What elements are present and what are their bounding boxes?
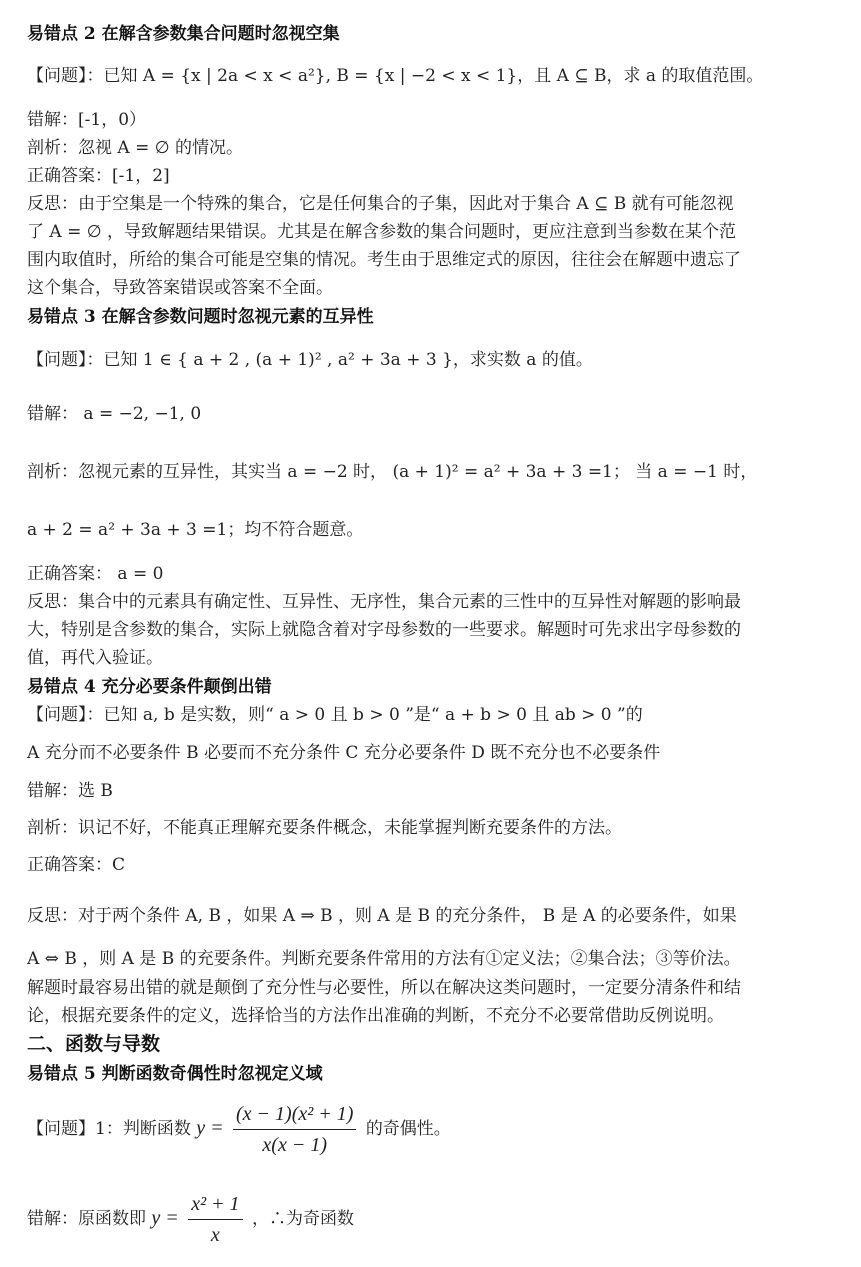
section-5-title: 易错点 5 判断函数奇偶性时忽视定义域 [27,1064,323,1084]
section-3-reflection-line-2: 大，特别是含参数的集合，实际上就隐含着对字母参数的一些要求。解题时可先求出字母参数的 [27,620,741,640]
fraction-numerator: (x − 1)(x² + 1) [233,1100,356,1130]
section-3-analysis-line-1: 剖析：忽视元素的互异性，其实当 a = −2 时， (a + 1)² = a² + 3a + 3 =1； 当 a = −1 时， [27,462,758,482]
section-3-reflection-line-3: 值，再代入验证。 [27,648,163,668]
section-5-wrong-y: y = [151,1207,179,1229]
section-2-reflection-line-1: 反思：由于空集是一个特殊的集合，它是任何集合的子集，因此对于集合 A ⊆ B 就有可能忽视 [27,194,734,214]
section-5-problem-y: y = [196,1117,224,1139]
section-3-title: 易错点 3 在解含参数问题时忽视元素的互异性 [27,307,374,327]
section-5-wrong-fraction [188,1190,242,1249]
section-3-problem: 【问题】：已知 1 ∈ { a + 2 , (a + 1)² , a² + 3a + 3 }，求实数 a 的值。 [27,350,593,370]
section-5-problem [27,1100,451,1159]
section-4-analysis: 剖析：识记不好，不能真正理解充要条件概念，未能掌握判断充要条件的方法。 [27,818,622,838]
section-4-wrong-answer: 错解：选 B [27,781,113,801]
section-3-wrong-answer: 错解： a = −2, −1, 0 [27,404,202,424]
section-2-problem: 【问题】：已知 A = {x | 2a < x < a²}, B = {x | −2 < x < 1}，且 A ⊆ B，求 a 的取值范围。 [27,66,764,86]
section-4-reflection-line-1: 反思：对于两个条件 A, B ，如果 A ⇒ B ，则 A 是 B 的充分条件， B 是 A 的必要条件，如果 [27,906,737,926]
section-2-title: 易错点 2 在解含参数集合问题时忽视空集 [27,24,340,44]
section-4-options: A 充分而不必要条件 B 必要而不充分条件 C 充分必要条件 D 既不充分也不必要条件 [27,743,661,763]
section-5-wrong-answer [27,1190,354,1249]
section-3-reflection-line-1: 反思：集合中的元素具有确定性、互异性、无序性，集合元素的三性中的互异性对解题的影响最 [27,592,741,612]
fraction-numerator: x² + 1 [188,1190,242,1220]
section-2-reflection-line-2: 了 A = ∅ ，导致解题结果错误。尤其是在解含参数的集合问题时，更应注意到当参数在某个范 [27,222,736,242]
section-2-reflection-line-4: 这个集合，导致答案错误或答案不全面。 [27,278,333,298]
section-2-wrong-answer: 错解：[-1，0） [27,110,147,130]
section-4-reflection-line-4: 论，根据充要条件的定义，选择恰当的方法作出准确的判断，不充分不必要常借助反例说明。 [27,1006,724,1026]
section-3-analysis-line-2: a + 2 = a² + 3a + 3 =1；均不符合题意。 [27,520,364,540]
section-5-wrong-prefix: 错解：原函数即 [27,1209,146,1229]
section-2-analysis: 剖析：忽视 A = ∅ 的情况。 [27,138,243,158]
section-2-reflection-line-3: 围内取值时，所给的集合可能是空集的情况。考生由于思维定式的原因，往往会在解题中遗忘了 [27,250,741,270]
section-2-correct-answer: 正确答案：[-1，2] [27,166,170,186]
section-4-title: 易错点 4 充分必要条件颠倒出错 [27,677,272,697]
section-4-problem: 【问题】：已知 a, b 是实数，则“ a > 0 且 b > 0 ”是“ a + b > 0 且 ab > 0 ”的 [27,705,643,725]
section-5-wrong-suffix: ，∴为奇函数 [251,1209,354,1229]
section-4-reflection-line-2: A ⇔ B ，则 A 是 B 的充要条件。判断充要条件常用的方法有①定义法；②集合法；③等价法。 [27,949,741,969]
section-5-problem-fraction [233,1100,356,1159]
fraction-denominator: x(x − 1) [262,1134,327,1156]
part-2-title: 二、函数与导数 [27,1033,161,1055]
fraction-denominator: x [210,1224,220,1246]
section-5-problem-suffix: 的奇偶性。 [365,1119,451,1139]
section-4-correct-answer: 正确答案：C [27,855,126,875]
section-4-reflection-line-3: 解题时最容易出错的就是颠倒了充分性与必要性，所以在解决这类问题时，一定要分清条件和结 [27,978,741,998]
section-5-problem-prefix: 【问题】1：判断函数 [27,1119,191,1139]
section-3-correct-answer: 正确答案： a = 0 [27,564,164,584]
